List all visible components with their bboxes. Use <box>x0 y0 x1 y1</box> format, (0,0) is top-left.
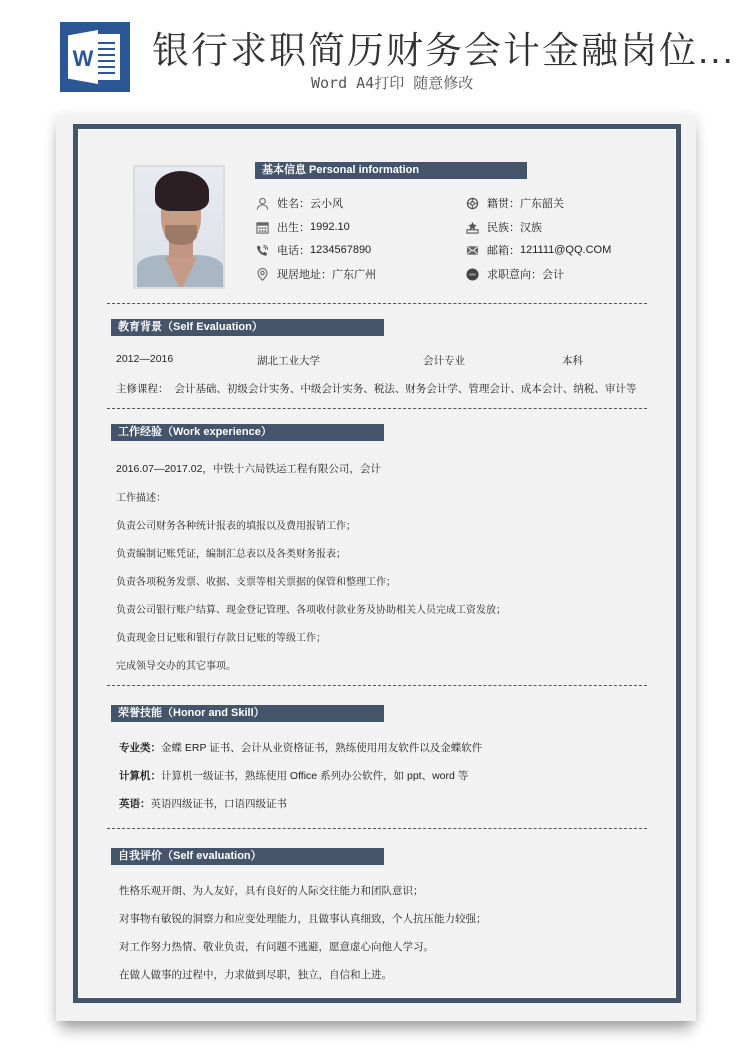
education-degree: 本科 <box>562 355 583 367</box>
info-hometown <box>465 195 564 211</box>
mail-icon <box>465 243 479 257</box>
location-pin-icon <box>255 267 269 281</box>
word-icon-letter: W <box>72 46 94 71</box>
work-title-line: 2016.07—2017.02，中铁十六局铁运工程有限公司，会计 <box>116 463 381 475</box>
divider <box>107 408 647 409</box>
info-address-label: 现居地址： <box>277 269 332 281</box>
info-hometown-label: 籍贯： <box>487 198 520 210</box>
courses-label: 主修课程： <box>116 383 169 395</box>
info-job-intention-value: 会计 <box>542 269 564 281</box>
info-name <box>255 195 343 211</box>
skill-label: 英语： <box>119 798 151 810</box>
document-title: 银行求职简历财务会计金融岗位... <box>152 30 735 71</box>
self-eval-line: 性格乐观开朗、为人友好，具有良好的人际交往能力和团队意识； <box>119 885 424 897</box>
skill-label: 专业类： <box>119 742 161 754</box>
skill-text: 计算机一级证书，熟练使用 Office 系列办公软件，如 ppt、word 等 <box>161 770 469 782</box>
skill-item <box>119 796 287 811</box>
resume-page <box>56 115 696 1021</box>
work-duty: 负责编制记账凭证，编制汇总表以及各类财务报表； <box>116 549 346 560</box>
skill-label: 计算机： <box>119 770 161 782</box>
phone-icon <box>255 243 269 257</box>
skill-text: 金蝶 ERP 证书、会计从业资格证书，熟练使用用友软件以及金蝶软件 <box>161 742 483 754</box>
info-hometown-value: 广东韶关 <box>520 198 564 210</box>
self-eval-line: 对事物有敏锐的洞察力和应变处理能力，且做事认真细致，个人抗压能力较强； <box>119 913 487 925</box>
info-job-intention-label: 求职意向： <box>487 269 542 281</box>
skills-header: 荣誉技能（Honor and Skill） <box>111 705 384 722</box>
document-subtitle: Word A4打印 随意修改 <box>311 74 474 92</box>
education-school: 湖北工业大学 <box>257 355 320 367</box>
work-duty: 负责公司财务各种统计报表的填报以及费用报销工作； <box>116 521 356 532</box>
education-major: 会计专业 <box>423 355 465 367</box>
info-ethnicity-label: 民族： <box>487 222 520 234</box>
info-birth-value: 1992.10 <box>310 221 350 233</box>
skill-text: 英语四级证书，口语四级证书 <box>150 798 287 810</box>
work-desc-label: 工作描述： <box>116 493 166 504</box>
work-duty: 负责各项税务发票、收据、支票等相关票据的保管和整理工作； <box>116 577 396 588</box>
info-phone-label: 电话： <box>277 245 310 257</box>
job-badge-icon <box>465 267 479 281</box>
person-icon <box>255 196 269 210</box>
self-eval-header: 自我评价（Self evaluation） <box>111 848 384 865</box>
info-ethnicity <box>465 219 542 235</box>
personal-info-header: 基本信息 Personal information <box>255 162 527 179</box>
star-badge-icon <box>465 220 479 234</box>
info-birth <box>255 219 350 235</box>
self-eval-line: 在做人做事的过程中，力求做到尽职，独立，自信和上进。 <box>119 969 392 981</box>
compass-icon <box>465 196 479 210</box>
info-address <box>255 266 376 282</box>
info-address-value: 广东广州 <box>332 269 376 281</box>
info-email <box>465 242 611 258</box>
info-email-label: 邮箱： <box>487 245 520 257</box>
courses-value: 会计基础、初级会计实务、中级会计实务、税法、财务会计学、管理会计、成本会计、纳税、审计等 <box>174 383 637 395</box>
profile-photo <box>133 165 225 289</box>
divider <box>107 828 647 829</box>
divider <box>107 685 647 686</box>
info-name-value: 云小风 <box>310 198 343 210</box>
education-courses <box>116 381 636 396</box>
self-eval-line: 对工作努力热情、敬业负责，有问题不逃避，愿意虚心向他人学习。 <box>119 941 434 953</box>
skill-item <box>119 768 468 783</box>
education-header: 教育背景（Self Evaluation） <box>111 319 384 336</box>
info-email-value: 121111@QQ.COM <box>520 244 612 256</box>
work-duty: 负责现金日记账和银行存款日记账的等级工作； <box>116 633 326 644</box>
education-period: 2012—2016 <box>116 353 174 365</box>
info-ethnicity-value: 汉族 <box>520 222 542 234</box>
work-duty: 负责公司银行账户结算、现金登记管理、各项收付款业务及协助相关人员完成工资发放； <box>116 605 506 616</box>
divider <box>107 303 647 304</box>
work-duty: 完成领导交办的其它事项。 <box>116 661 236 672</box>
calendar-icon <box>255 220 269 234</box>
info-name-label: 姓名： <box>277 198 310 210</box>
word-icon <box>60 22 130 92</box>
info-birth-label: 出生： <box>277 222 310 234</box>
skill-item <box>119 740 482 755</box>
info-job-intention <box>465 266 564 282</box>
info-phone <box>255 242 371 258</box>
info-phone-value: 1234567890 <box>310 244 372 256</box>
work-header: 工作经验（Work experience） <box>111 424 384 441</box>
